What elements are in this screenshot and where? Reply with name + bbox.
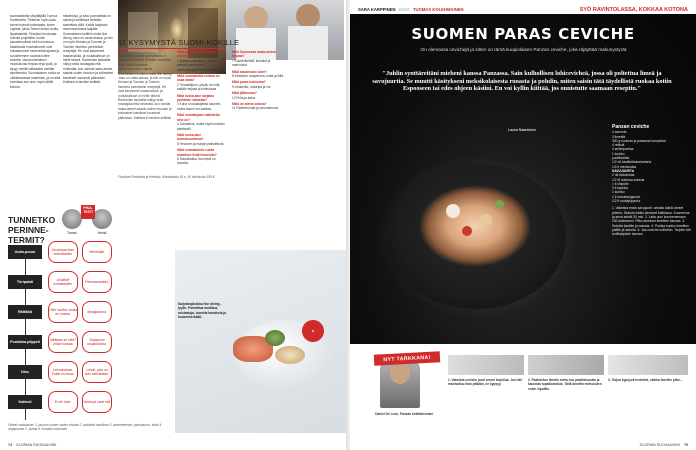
quiz-answer: 6 Savusilakka, kun leipä on tuoretta. bbox=[177, 156, 216, 166]
photo-caption: Finnjävel Ravintola ja Helsinki, Ainolankatu 18 e, 10 toimitusta 150 € bbox=[118, 175, 215, 179]
recipe-ingredient: 1 kurkku bbox=[612, 190, 625, 195]
step-photo-1 bbox=[448, 355, 524, 375]
article-lead: On olemassa cevichejä ja sitten on tämä kuopiolaisen Panzan ceviche, joka räjäyttää makunystyrät. bbox=[420, 47, 628, 52]
magazine-name-right: GLORIAN RUOKA&VIINI bbox=[639, 443, 680, 447]
quiz-question: Mikä ruokalinjaan rakastettu aine on? bbox=[177, 113, 220, 122]
footer-right bbox=[640, 443, 688, 447]
quiz-answer: 5 Hevonen ja marjat yhdistettynä. bbox=[177, 141, 225, 146]
flow-answer-heini: Perunasoselian. bbox=[82, 271, 112, 293]
header-sep: KUVA bbox=[398, 7, 410, 12]
step-photo-3 bbox=[608, 355, 688, 375]
recipe-ingredient: 1/2 rkl kastikettakorianteria bbox=[612, 160, 652, 165]
quote-author: Laura Saarainen bbox=[508, 128, 536, 132]
recipe-ingredient: 4 retiisiä bbox=[612, 143, 625, 148]
flow-answer-heini: Vuoka ja sorin etä. bbox=[82, 391, 112, 413]
step-photo-2 bbox=[528, 355, 604, 375]
recipe-ingredient: 4 selleriparkaa bbox=[612, 147, 634, 152]
quiz-answer: 2 Tomaattijuuri -pöytä, se mitä kaikille tarjoaa ja kotiruokaa. bbox=[177, 82, 220, 92]
quiz-answer: 9 Lihakeitto, ruisleipä ja voi. bbox=[232, 84, 272, 89]
flow-title: TUNNETKO PERINNE-TERMIT? bbox=[8, 215, 56, 245]
body-text-1: suomalaisella sävyttäjällä Tunnus Kantelseita. Tietenkin myös kala-sineet tulevat kotimaasta, kuten Lapista, joista Tommi kertoo tuolla liipailaatoilla. Finnjävel kuulostaa hullulta projektilta, mutta kanaeinnoilleet heti tuo kasvua. Maailmalla muotoiltuneet ovat hullaantuneet meemeistä ajoista ja suvaintemme ruoasta kolme tuotetta. Vancouverilainen muotoilunsa terjoaa ehjä sydä, ja kysyy meiltä vaikkaaksi meidän sipeämmän. Suomalainen ruoka on valloittamassa maailman, ja on aika tunnistaa sen arvo myös täällä kotona. bbox=[10, 14, 61, 89]
body-column-1 bbox=[10, 14, 61, 204]
flow-answer-tommi: Leivonnaisen, Pullat on nisua. bbox=[48, 361, 78, 383]
ceviche-food bbox=[420, 186, 530, 266]
quiz-column-2 bbox=[232, 50, 284, 250]
chef-name: Daniel De Leon, Panzan keittiömestari bbox=[375, 412, 433, 416]
chef-face bbox=[390, 362, 410, 384]
quiz-question: Mikä suomalainen ruoka ansaitsee lisää huomiota? bbox=[177, 148, 217, 157]
quiz-question: Mikä ruoka-aine karjalaa parhaiten rakastaa? bbox=[177, 93, 214, 103]
section-title: SYÖ RAVINTOLASSA, KOKKAA KOTONA bbox=[579, 7, 688, 13]
recipe-steps: 1. Valmista ensin savujuurti: sekoita kaikki aineet yhteen. Sekoita kaikki ainekset kattilassa. Kuumenna ja anna seistä 30 min. 2. Laita uuni kuumenemaan 200 asteeseen. Pilko ainekset limettien kanssa. 3. Sekoita kastike ja mausta. 4. Purista kurkku limettien päälle ja sekoita. 5. Jaa ceviche kulhoihin. Tarjoile heti tortillasipsien kanssa. bbox=[612, 206, 691, 237]
flow-answer-heini: Leivät, joka on kuin kahvikakku. bbox=[82, 361, 112, 383]
recipe-ingredient: 3 limettiä bbox=[612, 134, 626, 139]
flow-term-node: Nisu bbox=[8, 365, 42, 379]
flow-answer-tommi: Lihalliset ruokakastike. bbox=[48, 271, 78, 293]
flow-answer-tommi: Mitätaan se ollut? Jotain ruokaa. bbox=[48, 331, 78, 353]
quiz-question: Mikä perinneruoka kaipaa rakastetta? bbox=[177, 50, 216, 59]
recipe-serves: 4 annosta bbox=[612, 130, 627, 135]
reader-quote: "Juhlin synttäreitäni mieheni kanssa Panzassa. Sain kulhollisen lohicevicheä, jossa oli poltettua limeä ja savujuurtia. Se muutti käsitykseni meksikolaisesta ruoasta ja pohdin, miten saisin tätä täydellistä ruokaa kotiin Espooseen tai edes ohjeen käsiini. En voi kyllin kiittää, jos onnistutte saamaan reseptin." bbox=[372, 70, 672, 93]
recipe-ingredients bbox=[612, 135, 692, 204]
quiz-question: Mikä kausiruoka tulee? bbox=[232, 69, 268, 74]
flow-answer-tommi: Ei ole tuttu. bbox=[48, 391, 78, 413]
greens bbox=[265, 330, 285, 346]
recipe-ingredient: 1 kurkku bbox=[612, 151, 625, 156]
food-photo-caption: Karjalanpiirakka fine dining -tyylin. Paistettua muikkua, ruislastuja, tuoreita kasviksia ja kuusenkerkkää. bbox=[178, 302, 227, 320]
flow-footnote: Oikeat vastaukset: 1. puuron uuden sadon viskata 2. paistetut sianlihan 3. perkeleensen, jauhopuuro, sekä 4. vispipuuron 5. pullaa 6. kuivattu kukkonen bbox=[8, 423, 162, 432]
flow-answer-tommi: Olen kuullut, mutta en muista. bbox=[48, 301, 78, 323]
recipe-ingredient: 1/4 tl merisuolaa bbox=[612, 164, 637, 169]
page-number-left: 74 bbox=[8, 443, 12, 447]
page-number-right: 75 bbox=[684, 443, 688, 447]
body-text-2: ristalinkiya, ja siksi juomaetalla on sahtia ja keittiössä tehdään sameittaa viiliä. Kaikki tarjotaan murnimuodoissa laajalla. Suomalainen keittiön malla fine dining -taso on vasta alussa, ja niin on myös Heinain ja Tommin ja Tommin intohimo perinteisiin reseptejä. He ovat kasvaneet maaseudulla, ja ruokakulttuuri on heille tärkeä. Ravintolan lautasilla näkyy sekä nostalgiaa että rohkeutta, kun vanhat raaka-aineet saavat uuden muodon ja kotimaiset kasvikset nousevat pääosaan. Kaikkea ei tarvitse selittää. bbox=[63, 14, 114, 85]
person-a-label: Tommi bbox=[67, 231, 77, 235]
article-title: SUOMEN PARAS CEVICHE bbox=[411, 25, 635, 43]
quiz-answer: 10 Pulla ja kahvi. bbox=[232, 95, 257, 100]
quiz-answer: 11 Paistettu kala ja perunamuusi. bbox=[232, 106, 279, 111]
quiz-question: Mikä jälkiruoka? bbox=[232, 91, 257, 96]
footer-left bbox=[8, 443, 56, 447]
header-author: SARA KARPPINEN bbox=[358, 7, 396, 12]
quiz-question: Mikä Suomessa raaka-aineen tarjoaa? bbox=[232, 50, 277, 59]
recipe-ingredient: SAVUJUURTA bbox=[612, 168, 635, 173]
red-starburst: ★ bbox=[300, 318, 326, 344]
recipe-title: Panzan ceviche bbox=[612, 124, 650, 130]
flow-answer-heini: Marjapuuroa. bbox=[82, 301, 112, 323]
avatar-tommi bbox=[62, 209, 82, 229]
recipe-ingredient: 3 tl tapioka bbox=[612, 186, 628, 191]
quiz-answer: 8 Kesäinen uusiperuna, lohta ja tilliä. bbox=[232, 74, 284, 79]
pika-testi-badge: PIKA-TESTI bbox=[81, 205, 95, 219]
recipe-ingredient: 300 g ruskean ja palsamia kampelaa bbox=[612, 138, 666, 143]
quiz-title-rule bbox=[118, 48, 226, 49]
flow-term-node: Rättikkä bbox=[8, 305, 42, 319]
flow-term-node: Uuttu-puuro bbox=[8, 245, 42, 259]
flow-answer-tommi: Kuulostaa ihan ehdokkaalta. bbox=[48, 241, 78, 263]
recipe-ingredient: 1/2 tl ruokapippuria bbox=[612, 199, 641, 204]
step-tip: 2. Paahdetun limetin mehu tuo paahteisuutta ja kaunista tupakkarahua. Tällä limettin mehukuten ensin sipulille. bbox=[528, 378, 602, 391]
quiz-intro: ristalinkiya, ja siksi juomaetalla on sahtia ja keittiössä tehdään sameittaa viiliä. Kaikki tarjotaan murnimuodoissa laajalla. Suomalainen keittiön malla fine dining -taso on vasta alussa, ja niin on myös Heinain ja Tommin ja Tommin intohimo perinteisiin reseptejä. He ovat kasvaneet maaseudulla, ja ruokakulttuuri on heille tärkeä. Ravintolan lautasilla näkyy sekä nostalgiaa että rohkeutta, kun vanhat raaka-aineet saavat uuden muodon ja kotimaiset kasvikset nousevat pääosaan. Kaikkea ei tarvitse selittää. bbox=[118, 54, 172, 120]
right-page bbox=[350, 0, 696, 450]
quiz-answer: 4 Suolasieni, mutta myös kuivattu kanttarelli. bbox=[177, 122, 225, 131]
step-tip: 3. Tarjoa kypsyvä hedelmä, vaikka limettin pilke... bbox=[608, 378, 683, 382]
magazine-name-left: GLORIAN RUOKA&VIINI bbox=[16, 443, 57, 447]
quiz-answer: 3 Kuha on kalalajeista kaunein, mutta hauen voi vaihtaa. bbox=[177, 102, 222, 111]
recipe-ingredient: puolikkaista bbox=[612, 156, 630, 161]
flow-term-node: Tirripaisti bbox=[8, 275, 42, 289]
step-tip: 1. Valmista ceviche juuri ennen tarjoilua. Jos lohi marinoituu liian pitkään, se kypsyy. bbox=[448, 378, 523, 387]
quiz-column-1 bbox=[177, 50, 225, 175]
quiz-answer: 1 Makaroonilaatikko, joka on meidän vanhimmat omenankysyvät makean pohjan. bbox=[177, 58, 223, 72]
avatar-heini bbox=[92, 209, 112, 229]
recipe-ingredient: 2 rkl tarkoitusta bbox=[612, 173, 635, 178]
perinne-termit-quiz bbox=[8, 205, 162, 445]
quiz-title: 11 KYSYMYSTÄ SUOMI-KOKILLE bbox=[118, 38, 240, 47]
person-b-label: Heinä bbox=[97, 231, 107, 235]
step-tips bbox=[448, 378, 690, 428]
header-photographer: TUOMAS KOLEHMAINEN bbox=[412, 7, 464, 12]
left-page bbox=[0, 0, 346, 450]
body-column-2 bbox=[63, 14, 114, 174]
recipe-ingredient: 1 tl chipotle bbox=[612, 181, 629, 186]
quiz-question: Mikä suomalaista ruokaa on osaa raata? bbox=[177, 74, 220, 83]
flow-term-node: Puolukka-piippeli bbox=[8, 335, 42, 349]
quiz-question: Mikä on ateria kotona? bbox=[232, 102, 267, 107]
nyt-tarkkana-badge: NYT TARKKANA! bbox=[374, 351, 440, 365]
flow-answer-heini: Vispipuuro ruisjauhoista. bbox=[82, 331, 112, 353]
quiz-question: Mikä ruoka-aine tulevaisuudessa? bbox=[177, 132, 204, 142]
flow-answer-heini: Helmiviljat. bbox=[82, 241, 112, 263]
quiz-answer: 7 Kuusenkerkät, kuivatut ja marinoidut. bbox=[232, 58, 271, 68]
recipe-ingredient: 1/2 dl ruskeaa sokeria bbox=[612, 177, 645, 182]
section-header bbox=[358, 5, 688, 15]
recipe-ingredient: 1 tl maustepippuria bbox=[612, 194, 640, 199]
flow-term-node: Kahkuli bbox=[8, 395, 42, 409]
flow-spine bbox=[25, 245, 26, 420]
quiz-question: Mikä paras kotiruoka? bbox=[232, 80, 266, 85]
